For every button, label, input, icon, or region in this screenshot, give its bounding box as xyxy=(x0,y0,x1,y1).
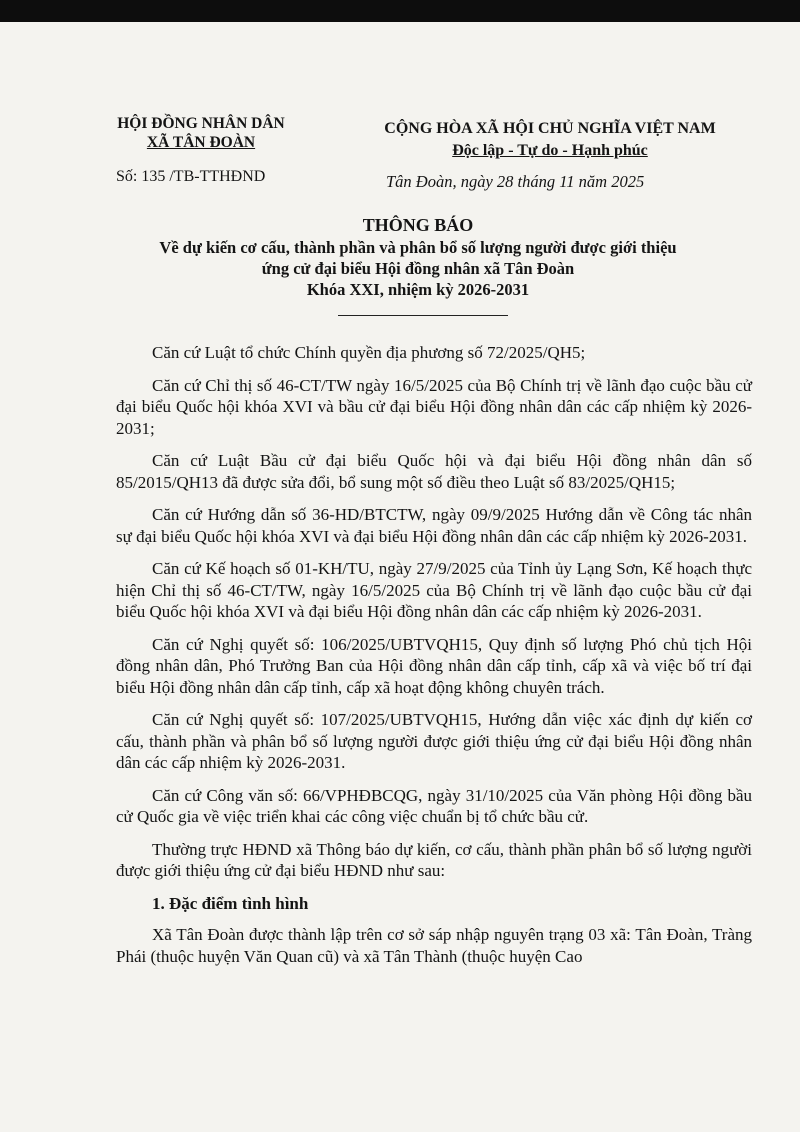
title-line-1: THÔNG BÁO xyxy=(362,215,474,235)
paragraph: Căn cứ Hướng dẫn số 36-HD/BTCTW, ngày 09/9/2025 Hướng dẫn về Công tác nhân sự đại biểu Quốc hội khóa XVI và đại biểu Hội đồng nhân dân các cấp nhiệm kỳ 2026-2031. xyxy=(116,505,752,546)
paragraph: Căn cứ Nghị quyết số: 107/2025/UBTVQH15, Hướng dẫn việc xác định dự kiến cơ cấu, thành phần và phân bổ số lượng người được giới thiệu ứng cử đại biểu Hội đồng nhân dân các cấp nhiệm kỳ 2026-2031. xyxy=(116,710,752,772)
scan-top-border xyxy=(0,0,800,22)
paragraph: Thường trực HĐND xã Thông báo dự kiến, cơ cấu, thành phần phân bổ số lượng người được giới thiệu ứng cử đại biểu HĐND như sau: xyxy=(116,839,752,880)
paragraph: Căn cứ Luật tổ chức Chính quyền địa phương số 72/2025/QH5; xyxy=(152,343,586,362)
country-name: CỘNG HÒA XÃ HỘI CHỦ NGHĨA VIỆT NAM xyxy=(384,120,716,137)
paragraph: Căn cứ Nghị quyết số: 106/2025/UBTVQH15, Quy định số lượng Phó chủ tịch Hội đồng nhân dân, Phó Trưởng Ban của Hội đồng nhân dân cấp tỉnh, cấp xã và việc bố trí đại biểu Hội đồng nhân dân cấp tỉnh, cấp xã hoạt động không chuyên trách. xyxy=(116,634,752,697)
paragraph: Căn cứ Luật Bầu cử đại biểu Quốc hội và đại biểu Hội đồng nhân dân số 85/2015/QH13 đã được sửa đổi, bổ sung một số điều theo Luật số 83/2025/QH15; xyxy=(116,451,752,492)
national-title xyxy=(372,118,728,162)
section-heading: 1. Đặc điểm tình hình xyxy=(152,893,309,913)
place-date: Tân Đoàn, ngày 28 tháng 11 năm 2025 xyxy=(386,172,645,191)
national-motto: Độc lập - Tự do - Hạnh phúc xyxy=(452,142,648,159)
paragraph: Căn cứ Công văn số: 66/VPHĐBCQG, ngày 31/10/2025 của Văn phòng Hội đồng bầu cử Quốc gia về việc triển khai các công việc chuẩn bị tổ chức bầu cử. xyxy=(116,785,752,826)
document-number: Số: 135 /TB-TTHĐND xyxy=(116,168,266,185)
agency-line-2: XÃ TÂN ĐOÀN xyxy=(146,134,256,151)
paragraph: Căn cứ Chỉ thị số 46-CT/TW ngày 16/5/2025 của Bộ Chính trị về lãnh đạo cuộc bầu cử đại biểu Quốc hội khóa XVI và bầu cử đại biểu Hội đồng nhân dân các cấp nhiệm kỳ 2026-2031; xyxy=(116,375,752,438)
document-body xyxy=(116,342,752,978)
document-page xyxy=(0,22,800,1132)
agency-line-1: HỘI ĐỒNG NHÂN DÂN xyxy=(117,115,285,132)
issuing-agency xyxy=(96,114,306,152)
title-underline xyxy=(338,315,508,316)
paragraph: Xã Tân Đoàn được thành lập trên cơ sở sáp nhập nguyên trạng 03 xã: Tân Đoàn, Tràng Phái (thuộc huyện Văn Quan cũ) và xã Tân Thành (thuộc huyện Cao xyxy=(116,925,752,966)
title-line-4: Khóa XXI, nhiệm kỳ 2026-2031 xyxy=(306,280,530,299)
title-line-3: ứng cử đại biểu Hội đồng nhân xã Tân Đoàn xyxy=(261,259,575,278)
title-line-2: Về dự kiến cơ cấu, thành phần và phân bổ số lượng người được giới thiệu xyxy=(159,238,677,257)
document-title xyxy=(96,214,740,300)
paragraph: Căn cứ Kế hoạch số 01-KH/TU, ngày 27/9/2025 của Tỉnh ủy Lạng Sơn, Kế hoạch thực hiện Chỉ thị số 46-CT/TW, ngày 16/5/2025 của Bộ Chính trị về lãnh đạo cuộc bầu cử đại biểu Quốc hội khóa XVI và đại biểu Hội đồng nhân dân các cấp nhiệm kỳ 2026-2031. xyxy=(116,559,752,621)
